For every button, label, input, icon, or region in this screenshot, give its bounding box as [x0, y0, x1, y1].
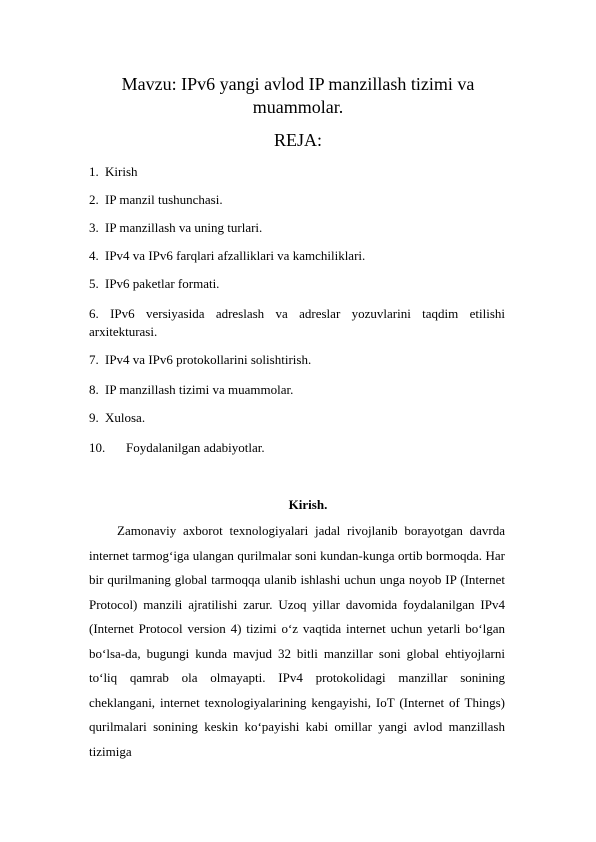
document-title: Mavzu: IPv6 yangi avlod IP manzillash tizimi va muammolar. [121, 74, 475, 117]
plan-item-number: 4. [89, 248, 99, 263]
plan-item [89, 381, 505, 399]
body-paragraph: Zamonaviy axborot texnologiyalari jadal rivojlanib borayotgan davrda internet tarmog‘iga ulangan qurilmalar soni kundan-kunga ortib bormoqda. Har bir qurilmaning global tarmoqqa ulanib ishlashi uchun unga noyob IP (Internet Protocol) manzili ajratilishi zarur. Uzoq yillar davomida foydalanilgan IPv4 (Internet Protocol version 4) tizimi o‘z vaqtida internet uchun yetarli bo‘lgan bo‘lsa-da, bugungi kunda mavjud 32 bitli manzillar soni global ehtiyojlarni to‘liq qamrab ola olmayapti. IPv4 protokolidagi manzillar sonining cheklangani, internet texnologiyalarining kengayishi, IoT (Internet of Things) qurilmalari sonining keskin ko‘payishi kabi omillar yangi avlod manzillash tizimiga [89, 523, 505, 759]
plan-item-number: 7. [89, 352, 99, 367]
plan-item [89, 191, 505, 209]
plan-item [89, 219, 505, 237]
plan-item-number: 2. [89, 192, 99, 207]
plan-item-text: IP manzil tushunchasi. [105, 192, 223, 207]
plan-heading [0, 129, 596, 152]
plan-item-text: IPv4 va IPv6 farqlari afzalliklari va kamchiliklari. [105, 248, 366, 263]
plan-item-text: Xulosa. [105, 410, 146, 425]
plan-item-number: 5. [89, 276, 99, 291]
plan-item-text: Kirish [105, 164, 138, 179]
plan-item [89, 305, 505, 341]
plan-item-number: 10. [89, 440, 106, 455]
plan-item [89, 439, 505, 457]
plan-item-text: IPv4 va IPv6 protokollarini solishtirish. [105, 352, 312, 367]
plan-item-number: 3. [89, 220, 99, 235]
plan-item [89, 275, 505, 293]
plan-heading-text: REJA: [273, 130, 322, 150]
section-heading: Kirish. [288, 497, 328, 512]
plan-item [89, 163, 505, 181]
plan-item-text: IP manzillash va uning turlari. [105, 220, 263, 235]
plan-item-text: IPv6 versiyasida adreslash va adreslar yozuvlarini taqdim etilishi arxitekturasi. [89, 306, 505, 339]
plan-item [89, 247, 505, 265]
plan-item-number: 9. [89, 410, 99, 425]
plan-item-text: IPv6 paketlar formati. [105, 276, 220, 291]
plan-item-number: 8. [89, 382, 99, 397]
plan-item-number: 1. [89, 164, 99, 179]
plan-item-text: IP manzillash tizimi va muammolar. [105, 382, 294, 397]
plan-item [89, 351, 505, 369]
plan-item-number: 6. [89, 306, 99, 321]
plan-item [89, 409, 505, 427]
plan-item-text: Foydalanilgan adabiyotlar. [126, 440, 265, 455]
